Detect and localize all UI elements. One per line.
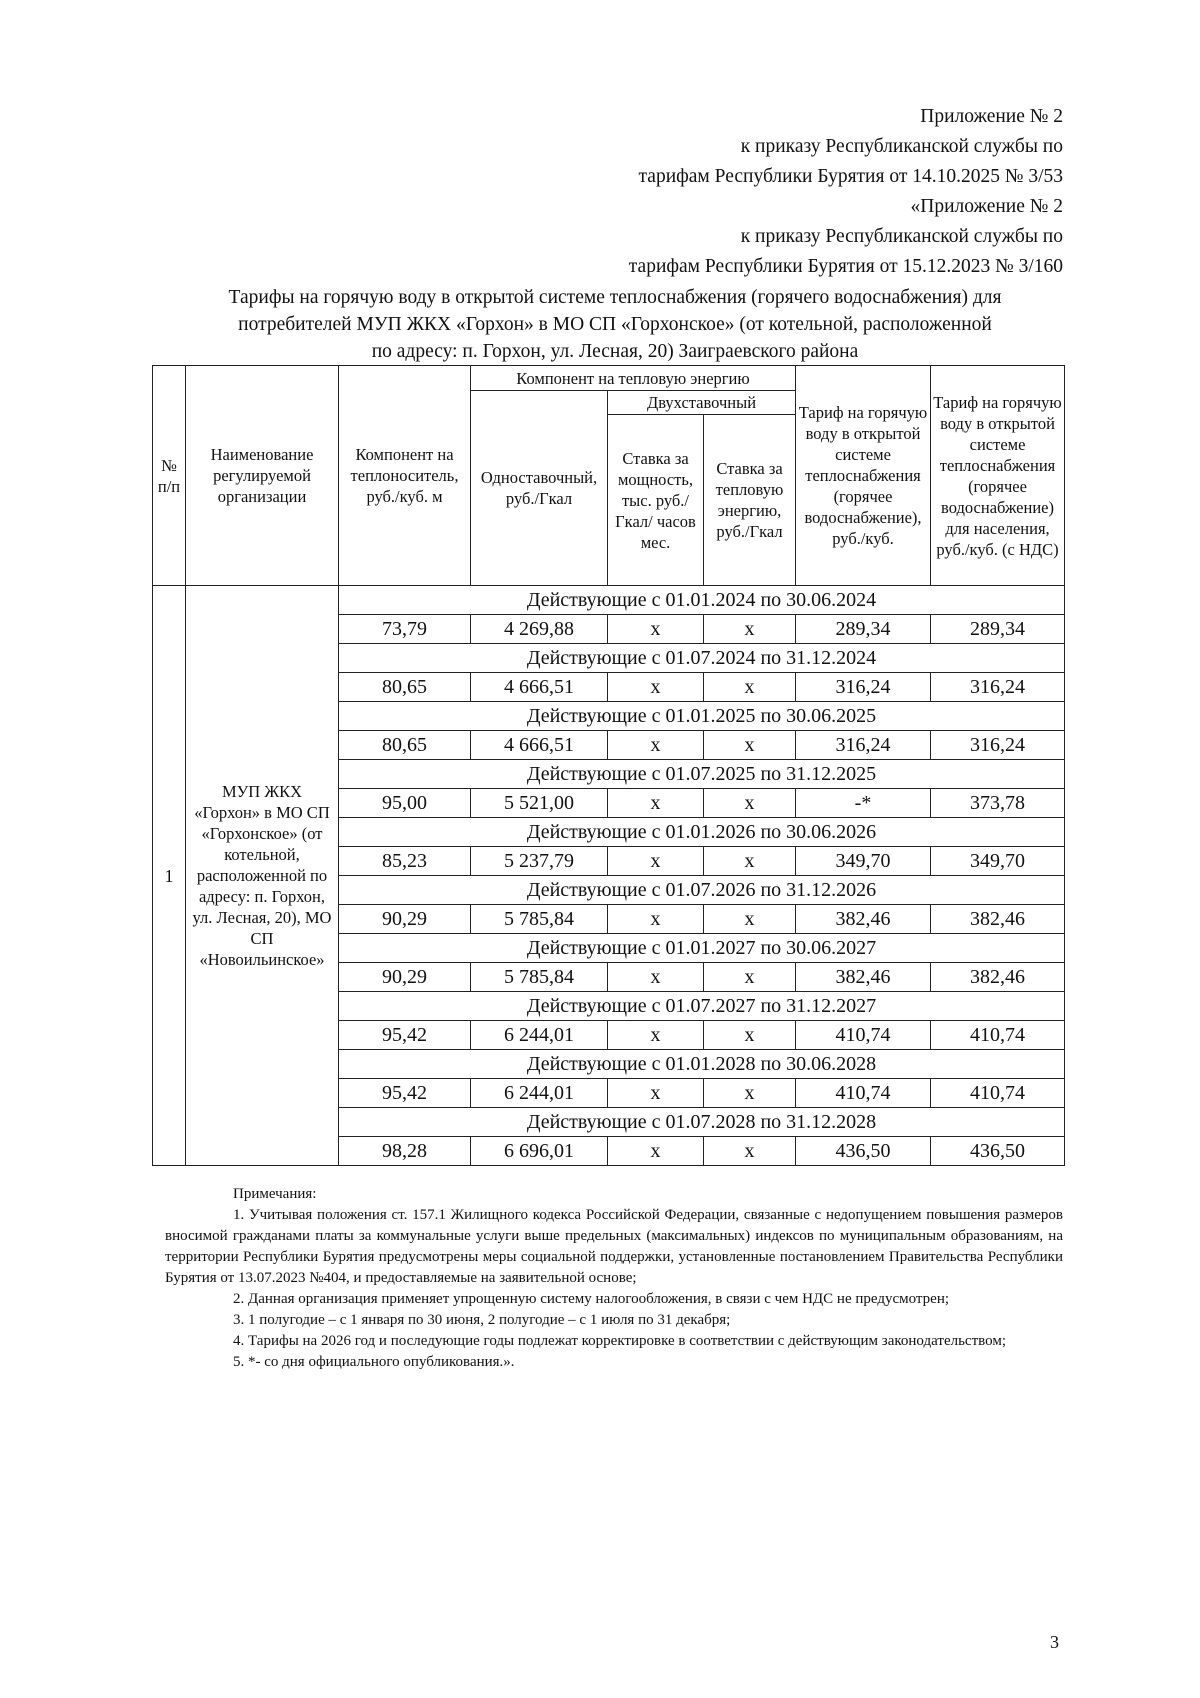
energy-rate-value: x (704, 731, 796, 760)
capacity-rate-value: x (608, 615, 704, 644)
notes-heading: Примечания: (233, 1186, 317, 1202)
notes (165, 1184, 1063, 1373)
single-rate-value: 5 521,00 (471, 789, 608, 818)
single-rate-value: 6 244,01 (471, 1021, 608, 1050)
energy-rate-value: x (704, 1079, 796, 1108)
single-rate-value: 4 666,51 (471, 673, 608, 702)
document-title (160, 284, 1070, 365)
carrier-value: 95,42 (339, 1079, 471, 1108)
single-rate-value: 5 785,84 (471, 963, 608, 992)
row-number: 1 (153, 586, 186, 1166)
header-energy-rate: Ставка за тепловую энергию, руб./Гкал (704, 415, 796, 586)
tariff-population-value: 316,24 (931, 731, 1065, 760)
tariff-value: 316,24 (796, 731, 931, 760)
energy-rate-value: x (704, 905, 796, 934)
energy-rate-value: x (704, 847, 796, 876)
tariff-table (152, 365, 1065, 1166)
title-line: потребителей МУП ЖКХ «Горхон» в МО СП «Горхонское» (от котельной, расположенной (238, 314, 992, 335)
header-two-rate-group: Двухставочный (608, 391, 796, 415)
header-line: тарифам Республики Бурятия от 14.10.2025 № 3/53 (638, 166, 1063, 187)
period-label: Действующие с 01.07.2027 по 31.12.2027 (339, 992, 1065, 1021)
tariff-value: 410,74 (796, 1079, 931, 1108)
title-line: Тарифы на горячую воду в открытой системе теплоснабжения (горячего водоснабжения) для (228, 287, 1002, 308)
period-row (153, 586, 1065, 615)
capacity-rate-value: x (608, 1079, 704, 1108)
capacity-rate-value: x (608, 731, 704, 760)
tariff-value: 289,34 (796, 615, 931, 644)
header-tariff: Тариф на горячую воду в открытой системе теплоснабжения (горячее водоснабжение), руб./куб. (796, 366, 931, 586)
carrier-value: 90,29 (339, 963, 471, 992)
period-label: Действующие с 01.01.2026 по 30.06.2026 (339, 818, 1065, 847)
carrier-value: 85,23 (339, 847, 471, 876)
period-label: Действующие с 01.07.2026 по 31.12.2026 (339, 876, 1065, 905)
single-rate-value: 6 696,01 (471, 1137, 608, 1166)
note-item: 2. Данная организация применяет упрощенную систему налогообложения, в связи с чем НДС не предусмотрен; (233, 1291, 950, 1307)
note-item: 4. Тарифы на 2026 год и последующие годы подлежат корректировке в соответствии с действующим законодательством; (233, 1333, 1006, 1349)
energy-rate-value: x (704, 1137, 796, 1166)
tariff-value: 382,46 (796, 905, 931, 934)
appendix-header (629, 102, 1063, 282)
carrier-value: 90,29 (339, 905, 471, 934)
capacity-rate-value: x (608, 905, 704, 934)
period-label: Действующие с 01.01.2025 по 30.06.2025 (339, 702, 1065, 731)
energy-rate-value: x (704, 1021, 796, 1050)
header-org: Наименование регулируемой организации (186, 366, 339, 586)
carrier-value: 80,65 (339, 731, 471, 760)
carrier-value: 80,65 (339, 673, 471, 702)
header-line: Приложение № 2 (920, 106, 1063, 127)
period-label: Действующие с 01.01.2024 по 30.06.2024 (339, 586, 1065, 615)
tariff-value: 410,74 (796, 1021, 931, 1050)
tariff-value: -* (796, 789, 931, 818)
energy-rate-value: x (704, 789, 796, 818)
tariff-population-value: 373,78 (931, 789, 1065, 818)
tariff-value: 436,50 (796, 1137, 931, 1166)
capacity-rate-value: x (608, 789, 704, 818)
period-label: Действующие с 01.01.2028 по 30.06.2028 (339, 1050, 1065, 1079)
header-thermal-group: Компонент на тепловую энергию (471, 366, 796, 391)
period-label: Действующие с 01.07.2028 по 31.12.2028 (339, 1108, 1065, 1137)
header-tariff-population: Тариф на горячую воду в открытой системе теплоснабжения (горячее водоснабжение) для населения, руб./куб. (с НДС) (931, 366, 1065, 586)
single-rate-value: 6 244,01 (471, 1079, 608, 1108)
tariff-population-value: 436,50 (931, 1137, 1065, 1166)
capacity-rate-value: x (608, 963, 704, 992)
energy-rate-value: x (704, 963, 796, 992)
single-rate-value: 5 785,84 (471, 905, 608, 934)
tariff-population-value: 316,24 (931, 673, 1065, 702)
carrier-value: 73,79 (339, 615, 471, 644)
tariff-population-value: 289,34 (931, 615, 1065, 644)
tariff-population-value: 410,74 (931, 1079, 1065, 1108)
header-carrier: Компонент на теплоноситель, руб./куб. м (339, 366, 471, 586)
header-line: «Приложение № 2 (910, 196, 1063, 217)
carrier-value: 98,28 (339, 1137, 471, 1166)
capacity-rate-value: x (608, 1137, 704, 1166)
carrier-value: 95,42 (339, 1021, 471, 1050)
single-rate-value: 4 269,88 (471, 615, 608, 644)
note-item: 1. Учитывая положения ст. 157.1 Жилищного кодекса Российской Федерации, связанные с недопущением повышения размеров вносимой гражданами платы за коммунальные услуги выше предельных (максимальных) индексов по муниципальным образованиям, на территории Республики Бурятия предусмотрены меры социальной поддержки, установленные постановлением Правительства Республики Бурятия от 13.07.2023 №404, и предоставляемые на заявительной основе; (165, 1207, 1063, 1286)
header-single-rate: Одноставочный, руб./Гкал (471, 391, 608, 586)
period-label: Действующие с 01.07.2024 по 31.12.2024 (339, 644, 1065, 673)
single-rate-value: 5 237,79 (471, 847, 608, 876)
header-num: № п/п (153, 366, 186, 586)
tariff-value: 349,70 (796, 847, 931, 876)
header-line: к приказу Республиканской службы по (740, 136, 1063, 157)
organization-name: МУП ЖКХ «Горхон» в МО СП «Горхонское» (от котельной, расположенной по адресу: п. Горхон, ул. Лесная, 20), МО СП «Новоильинское» (186, 586, 339, 1166)
header-capacity-rate: Ставка за мощность, тыс. руб./Гкал/ часов мес. (608, 415, 704, 586)
tariff-population-value: 410,74 (931, 1021, 1065, 1050)
page-number: 3 (1050, 1632, 1059, 1652)
capacity-rate-value: x (608, 1021, 704, 1050)
note-item: 3. 1 полугодие – с 1 января по 30 июня, 2 полугодие – с 1 июля по 31 декабря; (233, 1312, 731, 1328)
period-label: Действующие с 01.01.2027 по 30.06.2027 (339, 934, 1065, 963)
tariff-population-value: 349,70 (931, 847, 1065, 876)
single-rate-value: 4 666,51 (471, 731, 608, 760)
capacity-rate-value: x (608, 847, 704, 876)
energy-rate-value: x (704, 673, 796, 702)
capacity-rate-value: x (608, 673, 704, 702)
tariff-value: 382,46 (796, 963, 931, 992)
energy-rate-value: x (704, 615, 796, 644)
tariff-population-value: 382,46 (931, 905, 1065, 934)
note-item: 5. *- со дня официального опубликования.». (233, 1354, 515, 1370)
tariff-value: 316,24 (796, 673, 931, 702)
carrier-value: 95,00 (339, 789, 471, 818)
header-line: к приказу Республиканской службы по (740, 226, 1063, 247)
period-label: Действующие с 01.07.2025 по 31.12.2025 (339, 760, 1065, 789)
tariff-population-value: 382,46 (931, 963, 1065, 992)
header-line: тарифам Республики Бурятия от 15.12.2023 № 3/160 (628, 256, 1063, 277)
title-line: по адресу: п. Горхон, ул. Лесная, 20) Заиграевского района (371, 341, 859, 362)
